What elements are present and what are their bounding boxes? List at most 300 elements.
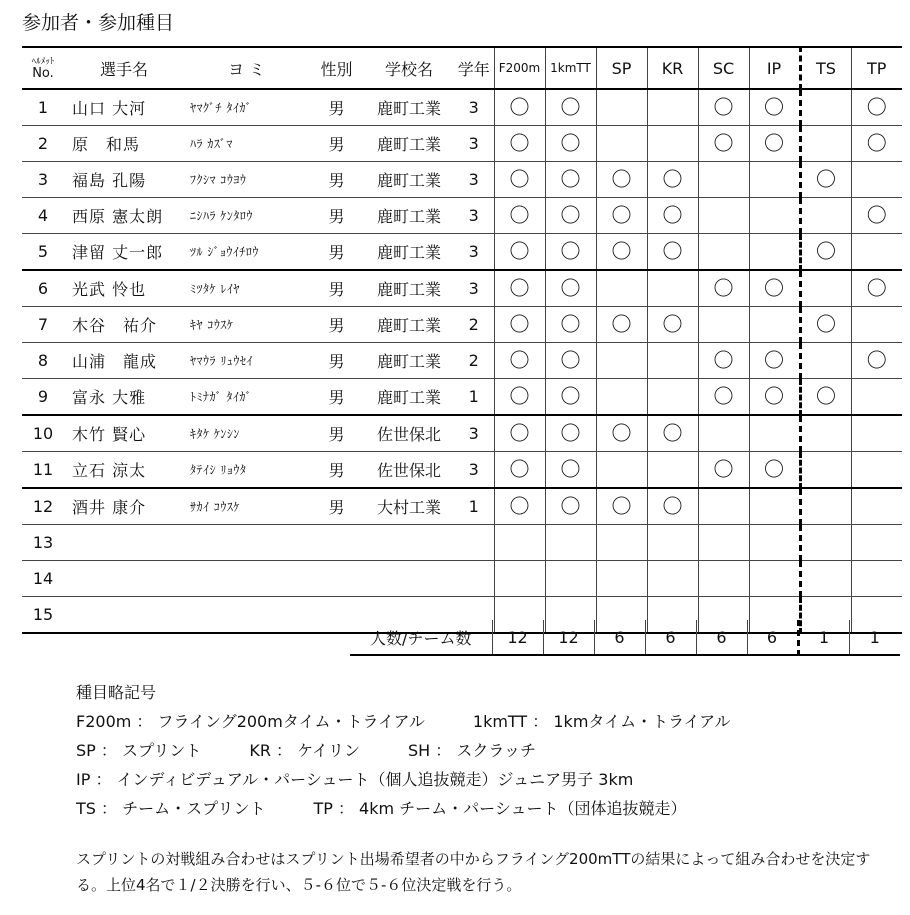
entry-cell-f200m	[494, 415, 545, 452]
row-number: 13	[22, 525, 64, 561]
entry-cell-kr	[647, 379, 698, 416]
entry-cell-ip	[749, 126, 800, 162]
entry-cell-sc	[698, 234, 749, 271]
entry-mark: 〇	[509, 384, 530, 408]
entry-cell-kr	[647, 126, 698, 162]
entry-cell-sp	[596, 415, 647, 452]
player-kana	[184, 597, 309, 634]
sprint-note: スプリントの対戦組み合わせはスプリント出場希望者の中からフライング200mTTの結果によって組み合わせを決定する。上位4名で１/２決勝を行い、５-６位で５-６位決定戦を行う。	[76, 850, 871, 894]
entry-mark: 〇	[611, 494, 632, 518]
table-row	[22, 452, 902, 489]
entry-mark: 〇	[509, 421, 530, 445]
player-name	[64, 597, 184, 634]
player-gender: 男	[309, 415, 364, 452]
total-tp: 1	[849, 620, 900, 655]
player-name: 木竹 賢心	[64, 415, 184, 452]
entry-mark: 〇	[866, 131, 887, 155]
entry-mark: 〇	[713, 276, 734, 300]
row-number: 14	[22, 561, 64, 597]
school-name: 大村工業	[364, 488, 454, 525]
row-number: 6	[22, 270, 64, 307]
page-title: 参加者・参加種目	[22, 12, 175, 34]
entry-mark: 〇	[509, 312, 530, 336]
entry-cell-sc	[698, 452, 749, 489]
entry-cell-tp	[851, 343, 902, 379]
header-event-ip: IP	[749, 47, 800, 89]
legend-line: IP ： インディビデュアル・パーシュート（個人追抜競走）ジュニア男子 3km	[76, 770, 634, 789]
event-legend	[76, 678, 731, 823]
entry-cell-sp	[596, 525, 647, 561]
school-name: 鹿町工業	[364, 198, 454, 234]
entry-cell-sc	[698, 89, 749, 126]
player-kana: ﾌｸｼﾏ ｺｳﾖｳ	[184, 162, 309, 198]
total-kr: 6	[645, 620, 696, 655]
player-name: 福島 孔陽	[64, 162, 184, 198]
entry-mark: 〇	[560, 312, 581, 336]
entry-cell-ts	[800, 343, 851, 379]
entry-cell-sc	[698, 270, 749, 307]
entry-cell-ip	[749, 198, 800, 234]
player-grade: 3	[454, 270, 494, 307]
entry-cell-1kmtt	[545, 234, 596, 271]
entry-cell-sp	[596, 307, 647, 343]
entry-cell-ts	[800, 162, 851, 198]
player-grade: 3	[454, 415, 494, 452]
entry-mark: 〇	[560, 457, 581, 481]
row-number: 5	[22, 234, 64, 271]
player-gender: 男	[309, 452, 364, 489]
entry-cell-1kmtt	[545, 198, 596, 234]
entry-mark: 〇	[509, 494, 530, 518]
school-name	[364, 561, 454, 597]
header-event-kr: KR	[647, 47, 698, 89]
school-name: 佐世保北	[364, 415, 454, 452]
player-gender: 男	[309, 162, 364, 198]
entry-cell-kr	[647, 488, 698, 525]
player-gender: 男	[309, 126, 364, 162]
entry-mark: 〇	[662, 312, 683, 336]
entry-cell-f200m	[494, 198, 545, 234]
entry-cell-tp	[851, 126, 902, 162]
entry-cell-tp	[851, 452, 902, 489]
entry-mark: 〇	[662, 494, 683, 518]
header-event-sc: SC	[698, 47, 749, 89]
entry-cell-kr	[647, 343, 698, 379]
entry-cell-ip	[749, 270, 800, 307]
entry-mark: 〇	[560, 167, 581, 191]
player-kana: ﾔﾏｸﾞﾁ ﾀｲｶﾞ	[184, 89, 309, 126]
entry-cell-ts	[800, 270, 851, 307]
entry-mark: 〇	[662, 203, 683, 227]
school-name: 佐世保北	[364, 452, 454, 489]
row-number: 7	[22, 307, 64, 343]
entry-mark: 〇	[764, 276, 784, 300]
school-name	[364, 525, 454, 561]
header-grade: 学年	[454, 47, 494, 89]
header-name: 選手名	[64, 47, 184, 89]
player-gender: 男	[309, 270, 364, 307]
player-gender: 男	[309, 488, 364, 525]
header-school: 学校名	[364, 47, 454, 89]
player-name: 原 和馬	[64, 126, 184, 162]
player-gender: 男	[309, 343, 364, 379]
player-gender: 男	[309, 234, 364, 271]
entry-mark: 〇	[560, 203, 581, 227]
school-name: 鹿町工業	[364, 270, 454, 307]
player-kana: ﾀﾃｲｼ ﾘｮｳﾀ	[184, 452, 309, 489]
player-gender	[309, 525, 364, 561]
player-gender: 男	[309, 307, 364, 343]
entry-cell-sp	[596, 270, 647, 307]
player-gender: 男	[309, 89, 364, 126]
entry-cell-sc	[698, 343, 749, 379]
school-name: 鹿町工業	[364, 89, 454, 126]
entry-mark: 〇	[611, 239, 632, 263]
entry-cell-kr	[647, 162, 698, 198]
entry-cell-sp	[596, 89, 647, 126]
entry-mark: 〇	[816, 384, 836, 408]
table-header-row	[22, 47, 902, 89]
entry-cell-ts	[800, 415, 851, 452]
school-name: 鹿町工業	[364, 343, 454, 379]
entry-cell-f200m	[494, 89, 545, 126]
entry-mark: 〇	[509, 239, 530, 263]
row-number: 4	[22, 198, 64, 234]
entry-mark: 〇	[611, 203, 632, 227]
entry-cell-sp	[596, 234, 647, 271]
entry-mark: 〇	[764, 384, 784, 408]
entry-cell-f200m	[494, 343, 545, 379]
entry-cell-ts	[800, 488, 851, 525]
legend-line: SP ： スプリント KR ： ケイリン SH ： スクラッチ	[76, 741, 537, 760]
entry-cell-ip	[749, 343, 800, 379]
school-name: 鹿町工業	[364, 379, 454, 416]
player-grade	[454, 525, 494, 561]
player-grade: 1	[454, 488, 494, 525]
entry-cell-sp	[596, 162, 647, 198]
entry-cell-tp	[851, 415, 902, 452]
entry-cell-sc	[698, 488, 749, 525]
entry-cell-1kmtt	[545, 525, 596, 561]
entry-mark: 〇	[662, 239, 683, 263]
table-row	[22, 415, 902, 452]
player-grade: 3	[454, 198, 494, 234]
entry-cell-sp	[596, 452, 647, 489]
total-ip: 6	[747, 620, 798, 655]
entry-cell-f200m	[494, 561, 545, 597]
entry-cell-ip	[749, 307, 800, 343]
player-grade: 3	[454, 162, 494, 198]
entry-mark: 〇	[509, 95, 530, 119]
table-row	[22, 126, 902, 162]
entry-mark: 〇	[713, 95, 734, 119]
entry-cell-tp	[851, 198, 902, 234]
total-f200m: 12	[492, 620, 543, 655]
entry-cell-kr	[647, 561, 698, 597]
entry-cell-ip	[749, 488, 800, 525]
entry-mark: 〇	[764, 131, 784, 155]
table-row	[22, 525, 902, 561]
header-event-tp: TP	[851, 47, 902, 89]
entry-cell-sc	[698, 198, 749, 234]
row-number: 12	[22, 488, 64, 525]
entry-cell-ts	[800, 89, 851, 126]
total-1kmtt: 12	[543, 620, 594, 655]
player-grade: 3	[454, 452, 494, 489]
table-row	[22, 198, 902, 234]
entry-cell-kr	[647, 234, 698, 271]
entry-cell-sp	[596, 561, 647, 597]
header-gender: 性別	[309, 47, 364, 89]
row-number: 11	[22, 452, 64, 489]
legend-line: TS ： チーム・スプリント TP ： 4km チーム・パーシュート（団体追抜競走）	[76, 799, 687, 818]
entry-cell-sc	[698, 307, 749, 343]
entry-cell-sp	[596, 343, 647, 379]
player-kana: ﾆｼﾊﾗ ｹﾝﾀﾛｳ	[184, 198, 309, 234]
player-grade	[454, 561, 494, 597]
entry-cell-1kmtt	[545, 343, 596, 379]
entry-cell-f200m	[494, 126, 545, 162]
entry-mark: 〇	[611, 421, 632, 445]
header-event-sp: SP	[596, 47, 647, 89]
entry-mark: 〇	[662, 421, 683, 445]
player-kana: ﾊﾗ ｶｽﾞﾏ	[184, 126, 309, 162]
player-name: 津留 丈一郎	[64, 234, 184, 271]
entry-mark: 〇	[713, 457, 734, 481]
table-row	[22, 307, 902, 343]
entry-mark: 〇	[866, 276, 887, 300]
entry-cell-f200m	[494, 452, 545, 489]
entry-cell-1kmtt	[545, 126, 596, 162]
entry-cell-ip	[749, 89, 800, 126]
header-event-1kmtt: 1kmTT	[545, 47, 596, 89]
entry-cell-ip	[749, 452, 800, 489]
entry-cell-f200m	[494, 162, 545, 198]
entry-cell-tp	[851, 234, 902, 271]
entry-cell-f200m	[494, 525, 545, 561]
table-row	[22, 561, 902, 597]
entry-mark: 〇	[560, 239, 581, 263]
entry-cell-tp	[851, 270, 902, 307]
player-name: 山口 大河	[64, 89, 184, 126]
player-kana	[184, 561, 309, 597]
row-number: 15	[22, 597, 64, 634]
row-number: 2	[22, 126, 64, 162]
entry-cell-ts	[800, 525, 851, 561]
entry-mark: 〇	[611, 312, 632, 336]
header-helmet-bottom: No.	[32, 66, 54, 81]
entry-cell-ip	[749, 415, 800, 452]
entry-cell-1kmtt	[545, 379, 596, 416]
player-gender: 男	[309, 379, 364, 416]
school-name: 鹿町工業	[364, 126, 454, 162]
player-name	[64, 561, 184, 597]
table-row	[22, 89, 902, 126]
entry-cell-kr	[647, 198, 698, 234]
entry-cell-f200m	[494, 379, 545, 416]
entry-mark: 〇	[816, 167, 836, 191]
entry-cell-sc	[698, 379, 749, 416]
entry-cell-sp	[596, 126, 647, 162]
entry-cell-1kmtt	[545, 89, 596, 126]
entry-mark: 〇	[560, 276, 581, 300]
entry-cell-sp	[596, 488, 647, 525]
entry-cell-1kmtt	[545, 162, 596, 198]
school-name: 鹿町工業	[364, 307, 454, 343]
entry-cell-kr	[647, 89, 698, 126]
player-name: 富永 大雅	[64, 379, 184, 416]
entry-cell-sc	[698, 126, 749, 162]
entry-mark: 〇	[560, 131, 581, 155]
table-row	[22, 488, 902, 525]
entry-cell-ts	[800, 234, 851, 271]
entry-cell-sp	[596, 198, 647, 234]
entry-cell-sc	[698, 162, 749, 198]
player-kana: ｷﾀｹ ｹﾝｼﾝ	[184, 415, 309, 452]
row-number: 10	[22, 415, 64, 452]
entry-cell-kr	[647, 270, 698, 307]
entry-cell-sc	[698, 561, 749, 597]
player-grade: 3	[454, 234, 494, 271]
entry-cell-ip	[749, 525, 800, 561]
total-sc: 6	[696, 620, 747, 655]
entry-mark: 〇	[560, 421, 581, 445]
entry-cell-kr	[647, 415, 698, 452]
entry-cell-ts	[800, 561, 851, 597]
player-name	[64, 525, 184, 561]
entry-cell-tp	[851, 561, 902, 597]
entry-cell-sc	[698, 525, 749, 561]
row-number: 1	[22, 89, 64, 126]
entry-cell-1kmtt	[545, 561, 596, 597]
table-row	[22, 379, 902, 416]
total-sp: 6	[594, 620, 645, 655]
entry-cell-ts	[800, 126, 851, 162]
entry-cell-ts	[800, 307, 851, 343]
entry-cell-tp	[851, 307, 902, 343]
entry-mark: 〇	[611, 167, 632, 191]
totals-label: 人数/チーム数	[370, 628, 472, 648]
entry-mark: 〇	[764, 348, 784, 372]
entry-cell-ts	[800, 198, 851, 234]
entry-cell-1kmtt	[545, 452, 596, 489]
entry-cell-tp	[851, 162, 902, 198]
total-ts: 1	[798, 620, 849, 655]
entry-cell-tp	[851, 379, 902, 416]
header-helmet-top: ﾍﾙﾒｯﾄ	[31, 57, 55, 67]
entry-mark: 〇	[764, 95, 784, 119]
row-number: 9	[22, 379, 64, 416]
legend-heading: 種目略記号	[76, 683, 157, 702]
player-grade: 1	[454, 379, 494, 416]
school-name: 鹿町工業	[364, 162, 454, 198]
entry-mark: 〇	[866, 203, 887, 227]
player-name: 酒井 康介	[64, 488, 184, 525]
entry-mark: 〇	[713, 348, 734, 372]
entry-cell-ip	[749, 379, 800, 416]
player-gender: 男	[309, 198, 364, 234]
player-grade: 3	[454, 89, 494, 126]
row-number: 8	[22, 343, 64, 379]
entry-cell-kr	[647, 525, 698, 561]
entry-mark: 〇	[560, 348, 581, 372]
entry-mark: 〇	[509, 457, 530, 481]
entry-cell-1kmtt	[545, 488, 596, 525]
entry-mark: 〇	[866, 348, 887, 372]
entry-cell-ts	[800, 379, 851, 416]
entry-mark: 〇	[509, 203, 530, 227]
player-grade: 2	[454, 343, 494, 379]
entry-mark: 〇	[560, 384, 581, 408]
header-event-ts: TS	[800, 47, 851, 89]
entry-cell-f200m	[494, 488, 545, 525]
entry-cell-ip	[749, 162, 800, 198]
entry-cell-ts	[800, 452, 851, 489]
player-kana: ｻｶｲ ｺｳｽｹ	[184, 488, 309, 525]
entry-mark: 〇	[866, 95, 887, 119]
entry-mark: 〇	[816, 239, 836, 263]
entry-mark: 〇	[560, 95, 581, 119]
roster-body	[22, 89, 902, 633]
player-kana: ﾂﾙ ｼﾞｮｳｲﾁﾛｳ	[184, 234, 309, 271]
entry-cell-1kmtt	[545, 307, 596, 343]
entry-mark: 〇	[509, 131, 530, 155]
roster-table	[22, 46, 902, 634]
entry-mark: 〇	[713, 384, 734, 408]
entry-cell-1kmtt	[545, 415, 596, 452]
entry-cell-sc	[698, 415, 749, 452]
entry-cell-tp	[851, 488, 902, 525]
table-row	[22, 270, 902, 307]
player-name: 木谷 祐介	[64, 307, 184, 343]
player-kana: ﾔﾏｳﾗ ﾘｭｳｾｲ	[184, 343, 309, 379]
header-event-f200m: F200m	[494, 47, 545, 89]
legend-line: F200m ： フライング200mタイム・トライアル 1kmTT ： 1kmタイム・トライアル	[76, 712, 731, 731]
entry-mark: 〇	[560, 494, 581, 518]
table-row	[22, 162, 902, 198]
entry-cell-f200m	[494, 234, 545, 271]
entry-cell-ip	[749, 234, 800, 271]
table-row	[22, 234, 902, 271]
entry-mark: 〇	[816, 312, 836, 336]
header-helmet-no	[22, 47, 64, 89]
row-number: 3	[22, 162, 64, 198]
entry-cell-f200m	[494, 270, 545, 307]
player-name: 西原 憲太朗	[64, 198, 184, 234]
player-kana: ﾐﾂﾀｹ ﾚｲﾔ	[184, 270, 309, 307]
entry-mark: 〇	[509, 167, 530, 191]
totals-row	[350, 620, 900, 655]
entry-mark: 〇	[509, 276, 530, 300]
entry-cell-tp	[851, 525, 902, 561]
player-kana: ﾄﾐﾅｶﾞ ﾀｲｶﾞ	[184, 379, 309, 416]
player-grade: 3	[454, 126, 494, 162]
player-name: 立石 涼太	[64, 452, 184, 489]
entry-cell-kr	[647, 452, 698, 489]
entry-cell-ip	[749, 561, 800, 597]
table-row	[22, 343, 902, 379]
player-name: 光武 怜也	[64, 270, 184, 307]
entry-cell-tp	[851, 89, 902, 126]
school-name: 鹿町工業	[364, 234, 454, 271]
player-kana	[184, 525, 309, 561]
entry-cell-f200m	[494, 307, 545, 343]
entry-cell-1kmtt	[545, 270, 596, 307]
player-gender	[309, 561, 364, 597]
entry-mark: 〇	[713, 131, 734, 155]
header-kana: ヨ ミ	[184, 47, 309, 89]
player-grade: 2	[454, 307, 494, 343]
